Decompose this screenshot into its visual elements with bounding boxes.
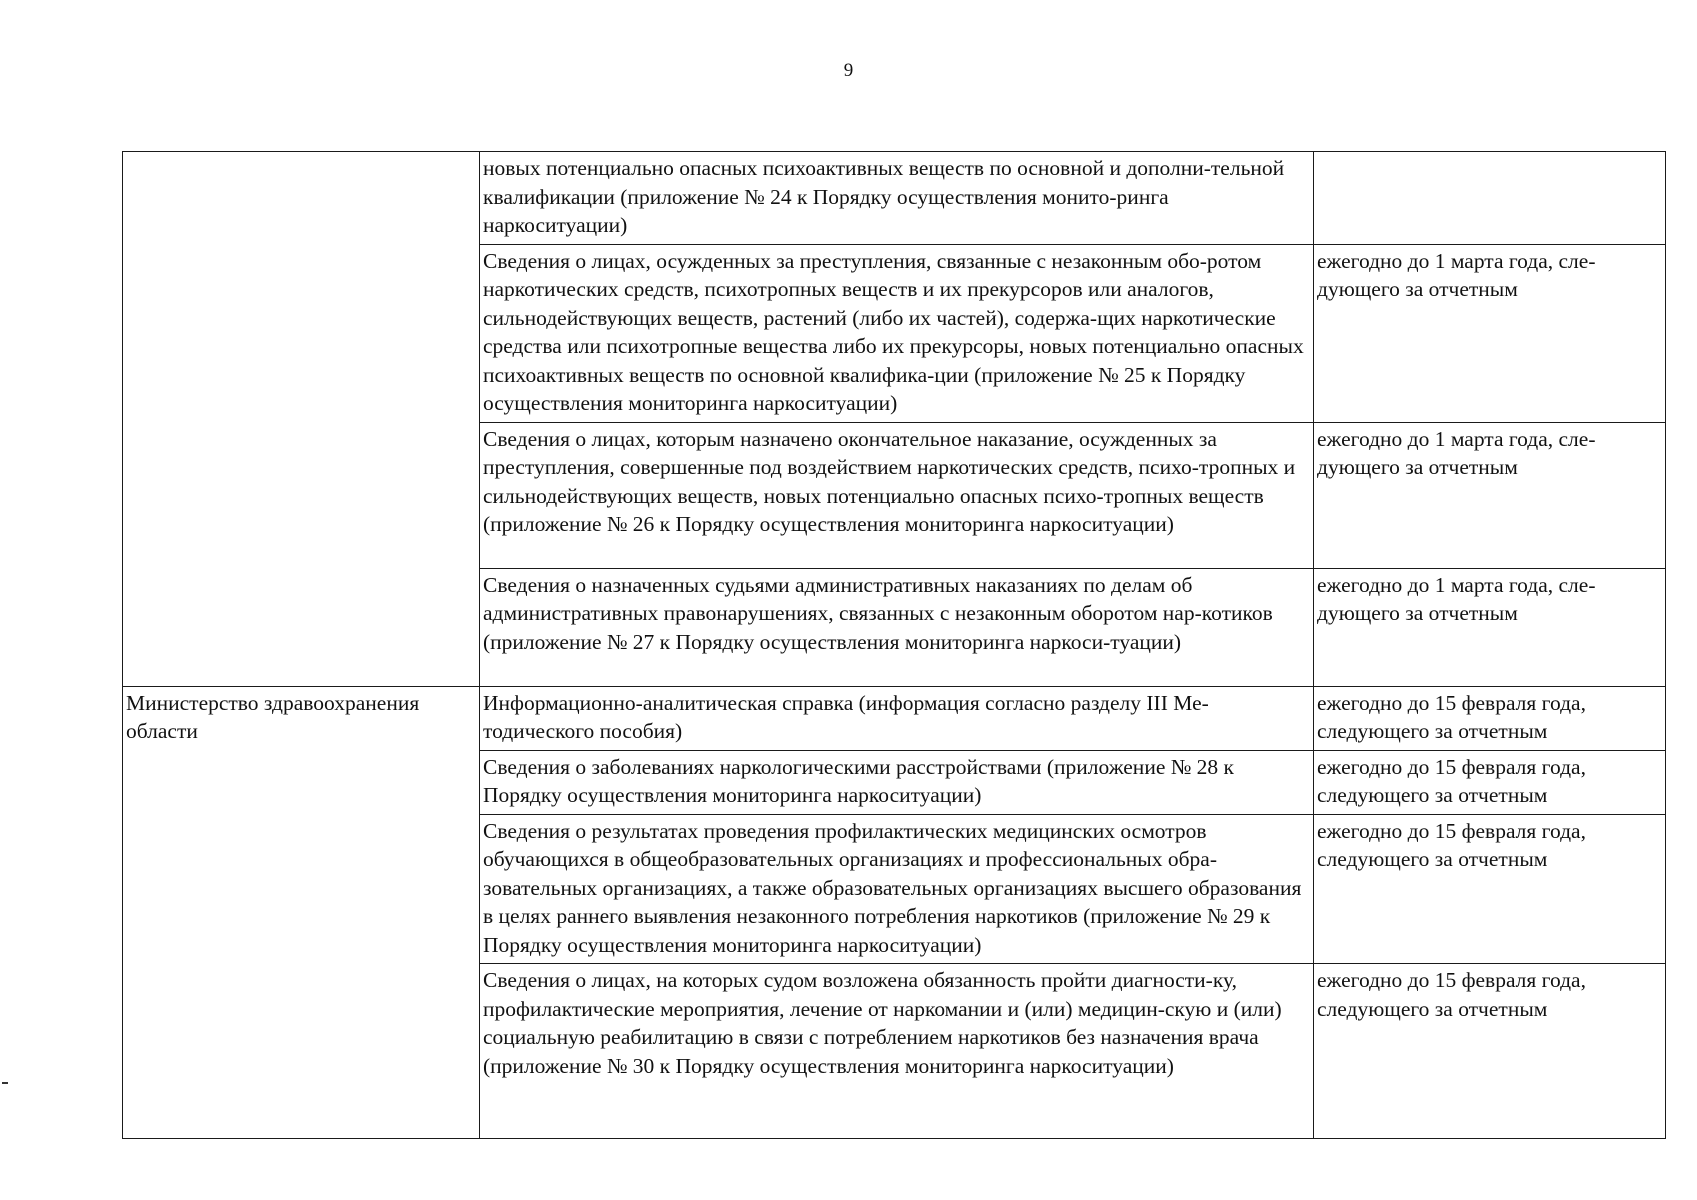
document-cell xyxy=(480,750,1314,814)
document-cell xyxy=(480,686,1314,750)
document-cell xyxy=(480,568,1314,686)
document-text: Информационно-аналитическая справка (информация согласно разделу III Ме-тодического пособия) xyxy=(483,690,1209,743)
deadline-text: ежегодно до 15 февраля года, следующего за отчетным xyxy=(1317,690,1586,743)
document-cell xyxy=(480,814,1314,964)
document-text: Сведения о результатах проведения профилактических медицинских осмотров обучающихся в общеобразовательных организациях и профессиональных обра-зовательных организациях, а также образовательных организациях высшего образования в целях раннего выявления незаконного потребления наркотиков (приложение № 29 к Порядку осуществления мониторинга наркоситуации) xyxy=(483,818,1302,957)
document-text: Сведения о назначенных судьями административных наказаниях по делам об административных правонарушениях, связанных с незаконным оборотом нар-котиков (приложение № 27 к Порядку осуществления мониторинга наркоси-туации) xyxy=(483,572,1273,654)
deadline-text: ежегодно до 15 февраля года, следующего за отчетным xyxy=(1317,818,1586,871)
document-text: новых потенциально опасных психоактивных веществ по основной и дополни-тельной квалификации (приложение № 24 к Порядку осуществления монито-ринга наркоситуации) xyxy=(483,156,1285,237)
deadline-cell xyxy=(1314,814,1666,964)
margin-mark xyxy=(2,1082,8,1084)
deadline-cell xyxy=(1314,750,1666,814)
table-row xyxy=(123,686,1666,750)
organization-cell-empty xyxy=(123,152,480,687)
monitoring-table xyxy=(122,151,1666,1139)
table-row xyxy=(123,152,1666,245)
page-number: 9 xyxy=(843,60,854,81)
organization-cell xyxy=(123,686,480,1139)
deadline-cell xyxy=(1314,686,1666,750)
deadline-text: ежегодно до 15 февраля года, следующего за отчетным xyxy=(1317,754,1586,807)
deadline-text: ежегодно до 1 марта года, сле-дующего за отчетным xyxy=(1317,248,1596,301)
deadline-cell xyxy=(1314,152,1666,245)
deadline-cell xyxy=(1314,964,1666,1139)
document-text: Сведения о лицах, на которых судом возложена обязанность пройти диагности-ку, профилактические мероприятия, лечение от наркомании и (или) медицин-скую и (или) социальную реабилитацию в связи с потреблением наркотиков без назначения врача (приложение № 30 к Порядку осуществления мониторинга наркоситуации) xyxy=(483,968,1282,1078)
document-text: Сведения о заболеваниях наркологическими расстройствами (приложение № 28 к Порядку осуществления мониторинга наркоситуации) xyxy=(483,754,1234,807)
deadline-cell xyxy=(1314,244,1666,422)
document-cell xyxy=(480,152,1314,245)
document-cell xyxy=(480,422,1314,568)
deadline-cell xyxy=(1314,568,1666,686)
deadline-text: ежегодно до 1 марта года, сле-дующего за отчетным xyxy=(1317,426,1596,479)
deadline-text: ежегодно до 15 февраля года, следующего за отчетным xyxy=(1317,968,1586,1021)
document-text: Сведения о лицах, осужденных за преступления, связанные с незаконным обо-ротом наркотических средств, психотропных веществ и их прекурсоров или аналогов, сильнодействующих веществ, растений (либо их частей), содержа-щих наркотические средства или психотропные вещества либо их прекурсоры, новых потенциально опасных психоактивных веществ по основной квалифика-ции (приложение № 25 к Порядку осуществления мониторинга наркоситуации) xyxy=(483,248,1304,415)
document-cell xyxy=(480,964,1314,1139)
document-text: Сведения о лицах, которым назначено окончательное наказание, осужденных за преступления, совершенные под воздействием наркотических средств, психо-тропных и сильнодействующих веществ, новых потенциально опасных психо-тропных веществ (приложение № 26 к Порядку осуществления мониторинга наркоситуации) xyxy=(483,426,1296,536)
deadline-cell xyxy=(1314,422,1666,568)
deadline-text: ежегодно до 1 марта года, сле-дующего за отчетным xyxy=(1317,572,1596,625)
organization-text: Министерство здравоохранения области xyxy=(126,690,420,743)
document-cell xyxy=(480,244,1314,422)
